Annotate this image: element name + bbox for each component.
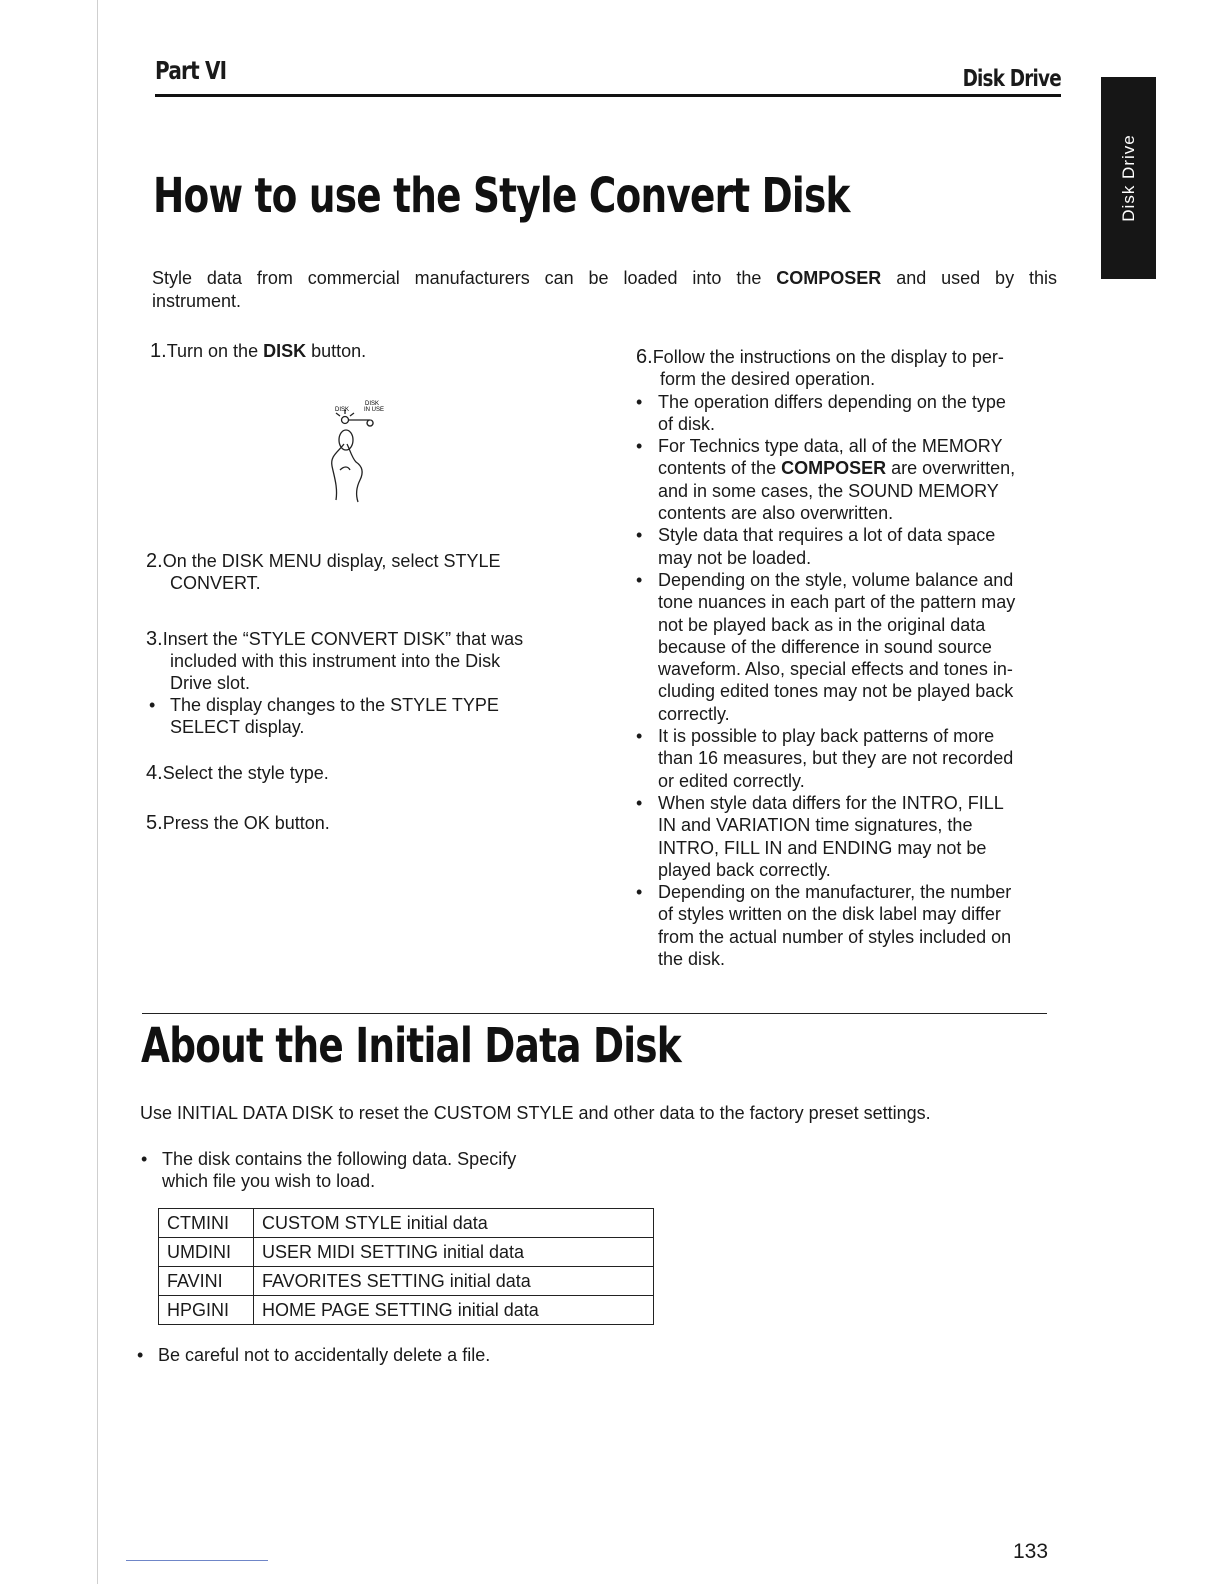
b3-line: • Style data that requires a lot of data space [658, 525, 996, 546]
intro-paragraph [152, 268, 1057, 289]
b1-line: of disk. [658, 413, 716, 434]
intro-text-c: and used by this [896, 268, 1057, 288]
step-4-num: 4. [146, 762, 163, 784]
intro-paragraph-end: instrument. [152, 291, 242, 311]
step-1-disk: DISK [263, 341, 307, 361]
step-6-bullet-7 [636, 881, 1056, 970]
step-3-line3: Drive slot. [170, 673, 251, 693]
step-3-line1: Insert the “STYLE CONVERT DISK” that was [162, 629, 524, 649]
section2-bullet-1 [138, 1148, 516, 1192]
table-row [159, 1267, 654, 1296]
step-6-bullet-6 [636, 792, 1056, 881]
file-name: FAVINI [159, 1267, 254, 1296]
section-label: Disk Drive [962, 66, 1061, 92]
b5-line: or edited correctly. [658, 770, 805, 791]
b2-line [658, 457, 1056, 479]
footer-line [126, 1560, 268, 1561]
step-6-bullet-1 [636, 391, 1056, 436]
step-6-line2: form the desired operation. [660, 369, 876, 390]
table-row [159, 1209, 654, 1238]
step-5 [146, 812, 330, 834]
binding-margin-line [97, 0, 98, 1584]
step-4 [146, 762, 329, 784]
b2-line: and in some cases, the SOUND MEMORY [658, 480, 999, 501]
b2-line: contents are also overwritten. [658, 503, 894, 524]
section-divider [142, 1013, 1047, 1014]
file-description: FAVORITES SETTING initial data [254, 1267, 654, 1296]
step-3-num: 3. [146, 628, 163, 650]
intro-composer: COMPOSER [776, 268, 882, 288]
file-description: CUSTOM STYLE initial data [254, 1209, 654, 1238]
b2-text: are overwritten, [886, 458, 1016, 479]
step-3-line2: included with this instrument into the Disk [170, 651, 501, 671]
file-name: CTMINI [159, 1209, 254, 1238]
step-6-bullet-2 [636, 435, 1056, 524]
step-2-line2: CONVERT. [170, 573, 261, 593]
page-number: 133 [1013, 1540, 1049, 1563]
step-1 [150, 340, 366, 362]
step-6-num: 6. [636, 346, 653, 368]
section2-intro: Use INITIAL DATA DISK to reset the CUSTOM STYLE and other data to the factory preset settings. [140, 1103, 931, 1123]
step-6-bullet-3 [636, 524, 1056, 569]
step-2-line1: On the DISK MENU display, select STYLE [162, 551, 501, 571]
b6-line: IN and VARIATION time signatures, the [658, 815, 973, 836]
step-4-text: Select the style type. [162, 763, 329, 783]
b4-line: • Depending on the style, volume balance and [658, 569, 1014, 590]
page-header [155, 52, 1061, 96]
table-row [159, 1238, 654, 1267]
step-2 [146, 550, 500, 594]
b4-line: cluding edited tones may not be played back [658, 681, 1014, 702]
step-1-text-c: button. [306, 341, 367, 361]
b7-line: from the actual number of styles included on [658, 926, 1012, 947]
bullet-1-line2: which file you wish to load. [162, 1171, 376, 1191]
b4-line: not be played back as in the original data [658, 614, 986, 635]
step-3-bullet-line2: SELECT display. [170, 717, 305, 737]
step-3-bullet [146, 694, 566, 738]
b1-line: • The operation differs depending on the type [658, 391, 1006, 412]
b7-line: of styles written on the disk label may differ [658, 904, 1001, 925]
part-label: Part VI [155, 56, 227, 85]
step-6-bullet-5 [636, 725, 1056, 792]
illus-label-disk-top: DISK [365, 401, 380, 407]
file-name: HPGINI [159, 1296, 254, 1325]
step-6-line1: Follow the instructions on the display to per- [652, 347, 1004, 367]
table-row [159, 1296, 654, 1325]
b2-text: contents of the [658, 458, 782, 479]
side-tab [1101, 77, 1156, 279]
b4-line: tone nuances in each part of the pattern may [658, 592, 1016, 613]
b3-line: may not be loaded. [658, 547, 812, 568]
b6-line: INTRO, FILL IN and ENDING may not be [658, 837, 987, 858]
b5-line: • It is possible to play back patterns of more [658, 726, 995, 747]
b2-composer: COMPOSER [781, 458, 887, 479]
step-3 [146, 628, 566, 738]
disk-button-illustration [300, 392, 410, 512]
step-3-bullet-line1: • The display changes to the STYLE TYPE [170, 695, 499, 715]
section1-title: How to use the Style Convert Disk [153, 168, 850, 224]
bullet-1-line1: • The disk contains the following data. Specify [162, 1149, 517, 1169]
step-5-num: 5. [146, 812, 163, 834]
b4-line: correctly. [658, 703, 730, 724]
step-5-text: Press the OK button. [162, 813, 330, 833]
b2-line: • For Technics type data, all of the MEMORY [658, 436, 1003, 457]
illus-label-disk: DISK [335, 407, 350, 413]
file-description: HOME PAGE SETTING initial data [254, 1296, 654, 1325]
bullet-1-block [138, 1148, 516, 1192]
file-name: UMDINI [159, 1238, 254, 1267]
step-6 [636, 346, 1056, 970]
step-6-bullet-4 [636, 569, 1056, 725]
illus-label-in-use: IN USE [364, 407, 385, 413]
b6-line: • When style data differs for the INTRO, FILL [658, 792, 1004, 813]
b7-line: the disk. [658, 949, 726, 970]
initial-data-table [158, 1208, 654, 1325]
section2-bullet-2 [134, 1344, 490, 1366]
side-tab-label: Disk Drive [1118, 134, 1138, 222]
step-2-num: 2. [146, 550, 163, 572]
b4-line: because of the difference in sound source [658, 636, 992, 657]
finger-press-icon [332, 410, 373, 502]
file-description: USER MIDI SETTING initial data [254, 1238, 654, 1267]
section2-title: About the Initial Data Disk [141, 1018, 681, 1074]
bullet-2-text: • Be careful not to accidentally delete a file. [134, 1344, 490, 1366]
step-1-text-a: Turn on the [166, 341, 264, 361]
b7-line: • Depending on the manufacturer, the number [658, 882, 1012, 903]
intro-text-a: Style data from commercial manufacturers can be loaded into the [152, 268, 762, 288]
step-1-num: 1. [150, 340, 167, 362]
b4-line: waveform. Also, special effects and tones in- [658, 659, 1013, 680]
header-rule [155, 94, 1061, 97]
b6-line: played back correctly. [658, 859, 831, 880]
b5-line: than 16 measures, but they are not recorded [658, 748, 1014, 769]
